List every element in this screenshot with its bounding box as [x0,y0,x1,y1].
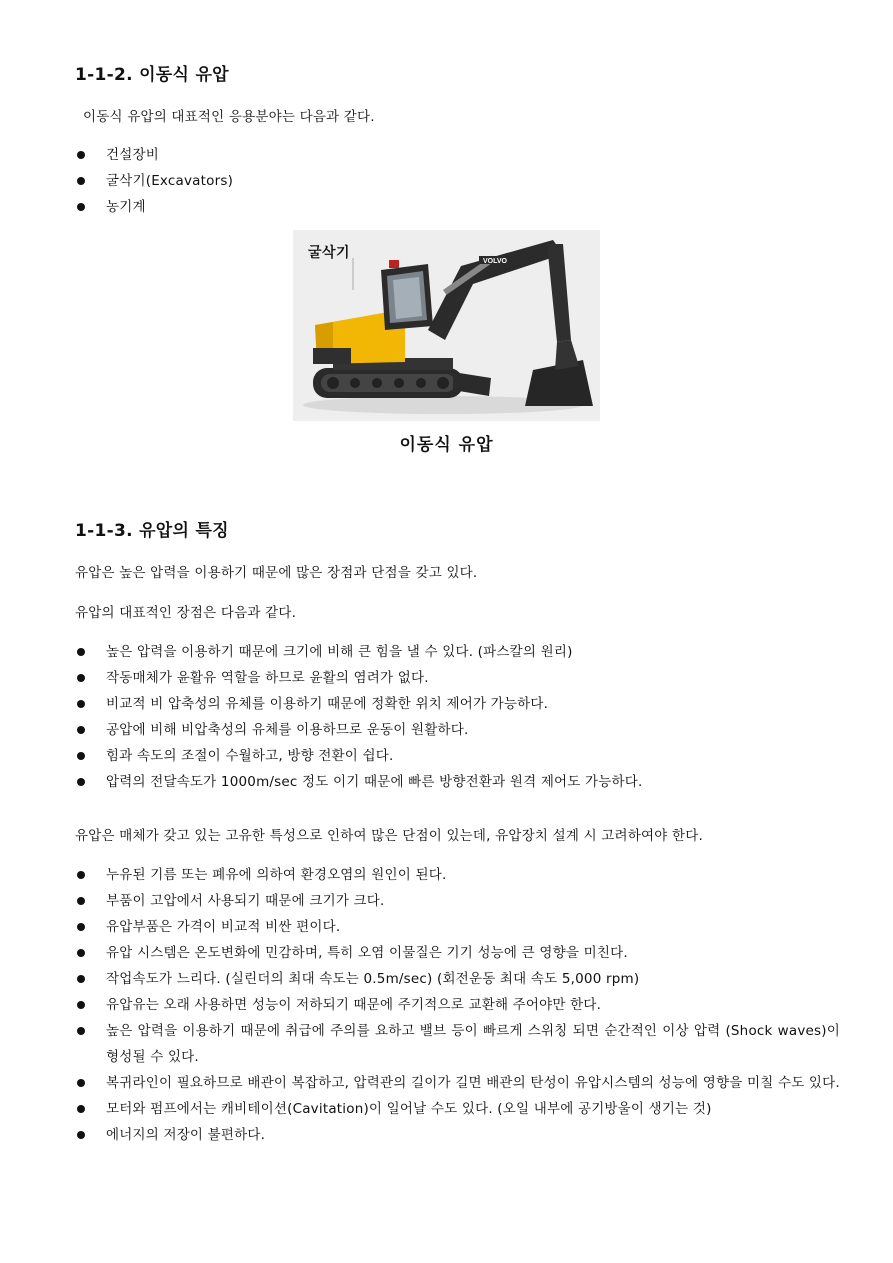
bullet-icon [77,151,85,159]
list-item-text: 높은 압력을 이용하기 때문에 취급에 주의를 요하고 밸브 등이 빠르게 스위칭 되면 순간적인 이상 압력 (Shock waves)이 형성될 수 있다. [106,1023,840,1065]
disadvantages-intro: 유압은 매체가 갖고 있는 고유한 특성으로 인하여 많은 단점이 있는데, 유압장치 설계 시 고려하여야 한다. [75,828,703,844]
list-item [75,1096,840,1122]
section-heading-1-1-3: 1-1-3. 유압의 특징 [75,521,229,541]
bullet-icon [77,700,85,708]
list-item [75,992,840,1018]
bullet-icon [77,778,85,786]
excavator-image [293,230,600,421]
list-item [75,665,840,691]
application-list [75,142,840,220]
list-item-text: 힘과 속도의 조절이 수월하고, 방향 전환이 쉽다. [106,748,394,764]
list-item-text: 작업속도가 느리다. (실린더의 최대 속도는 0.5m/sec) (회전운동 최대 속도 5,000 rpm) [106,971,640,987]
list-item-text: 압력의 전달속도가 1000m/sec 정도 이기 때문에 빠른 방향전환과 원격 제어도 가능하다. [106,774,643,790]
advantages-intro: 유압의 대표적인 장점은 다음과 같다. [75,605,297,621]
advantages-list [75,639,840,795]
list-item [75,940,840,966]
list-item-text: 에너지의 저장이 불편하다. [106,1127,266,1143]
section-heading-1-1-2: 1-1-2. 이동식 유압 [75,65,229,85]
list-item-text: 유압유는 오래 사용하면 성능이 저하되기 때문에 주기적으로 교환해 주어야만 한다. [106,997,602,1013]
list-item [75,914,840,940]
list-item [75,888,840,914]
list-item [75,862,840,888]
bullet-icon [77,177,85,185]
list-item [75,142,840,168]
list-item-text: 누유된 기름 또는 폐유에 의하여 환경오염의 원인이 된다. [106,867,447,883]
bullet-icon [77,1105,85,1113]
list-item-text: 모터와 펌프에서는 캐비테이션(Cavitation)이 일어날 수도 있다. (오일 내부에 공기방울이 생기는 것) [106,1101,712,1117]
list-item-text: 굴삭기(Excavators) [106,173,234,189]
bullet-icon [77,674,85,682]
list-item [75,1018,840,1070]
list-item [75,769,840,795]
bullet-icon [77,897,85,905]
list-item [75,743,840,769]
figure-caption: 이동식 유압 [399,435,494,455]
list-item [75,194,840,220]
list-item [75,717,840,743]
bullet-icon [77,975,85,983]
bullet-icon [77,1079,85,1087]
list-item-text: 유압 시스템은 온도변화에 민감하며, 특히 오염 이물질은 기기 성능에 큰 영향을 미친다. [106,945,628,961]
list-item [75,639,840,665]
list-item-text: 복귀라인이 필요하므로 배관이 복잡하고, 압력관의 길이가 길면 배관의 탄성이 유압시스템의 성능에 영향을 미칠 수도 있다. [106,1075,840,1091]
list-item [75,966,840,992]
list-item [75,1070,840,1096]
bullet-icon [77,726,85,734]
list-item [75,1122,840,1148]
list-item-text: 농기계 [106,199,146,215]
section1-intro: 이동식 유압의 대표적인 응용분야는 다음과 같다. [83,109,375,125]
list-item [75,691,840,717]
bullet-icon [77,648,85,656]
bullet-icon [77,203,85,211]
brand-text: VOLVO [483,258,507,265]
bullet-icon [77,1131,85,1139]
bullet-icon [77,1001,85,1009]
figure-label: 굴삭기 [308,245,351,261]
bullet-icon [77,1027,85,1035]
list-item-text: 공압에 비해 비압축성의 유체를 이용하므로 운동이 원활하다. [106,722,469,738]
list-item-text: 높은 압력을 이용하기 때문에 크기에 비해 큰 힘을 낼 수 있다. (파스칼의 원리) [106,644,573,660]
list-item-text: 건설장비 [106,147,159,163]
list-item-text: 비교적 비 압축성의 유체를 이용하기 때문에 정확한 위치 제어가 가능하다. [106,696,549,712]
bullet-icon [77,923,85,931]
bullet-icon [77,752,85,760]
list-item [75,168,840,194]
disadvantages-list [75,862,840,1148]
section2-intro: 유압은 높은 압력을 이용하기 때문에 많은 장점과 단점을 갖고 있다. [75,565,478,581]
list-item-text: 유압부품은 가격이 비교적 비싼 편이다. [106,919,341,935]
bullet-icon [77,949,85,957]
list-item-text: 작동매체가 윤활유 역할을 하므로 윤활의 염려가 없다. [106,670,429,686]
bullet-icon [77,871,85,879]
list-item-text: 부품이 고압에서 사용되기 때문에 크기가 크다. [106,893,385,909]
